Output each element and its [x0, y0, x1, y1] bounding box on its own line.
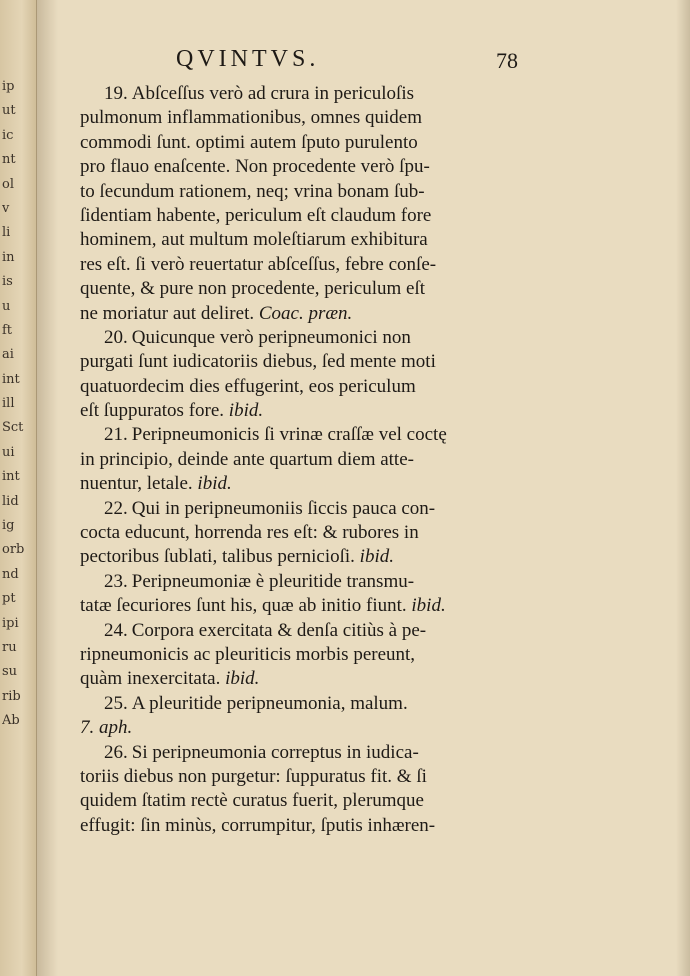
text-line: [80, 716, 520, 740]
line-text: nuentur, letale.: [80, 473, 193, 495]
aphorism-list: [80, 82, 520, 838]
line-text: quàm inexercitata.: [80, 668, 221, 690]
aphorism-number: 22.: [104, 497, 128, 519]
aphorism-number: 19.: [104, 83, 128, 104]
line-text: pulmonum inflammationibus, omnes quidem: [80, 107, 422, 129]
aphorism-paragraph: [80, 619, 520, 692]
margin-fragment: ill: [2, 397, 15, 412]
text-line: [80, 814, 520, 838]
source-citation: ibid.: [197, 473, 232, 495]
text-line: [80, 692, 520, 716]
line-text: Quicunque verò peripneumonici non: [131, 326, 411, 348]
line-text: to ſecundum rationem, neq; vrina bonam ſub-: [80, 180, 425, 202]
margin-fragment: ui: [2, 445, 15, 460]
running-head: [80, 46, 520, 82]
text-line: [80, 155, 520, 179]
margin-fragment: nd: [2, 567, 19, 582]
margin-fragment: rib: [2, 689, 21, 704]
margin-fragment: u: [2, 299, 11, 314]
aphorism-number: 26.: [104, 741, 128, 763]
line-text: hominem, aut multum moleſtiarum exhibitura: [80, 229, 428, 251]
margin-fragment: v: [2, 201, 10, 216]
text-line: [80, 545, 520, 569]
aphorism-number: 24.: [104, 619, 128, 641]
aphorism-paragraph: [80, 570, 520, 619]
source-citation: Coac. præn.: [258, 302, 353, 324]
text-line: [80, 667, 520, 691]
text-line: [80, 106, 520, 130]
text-line: [80, 643, 520, 667]
text-line: [80, 570, 520, 594]
margin-fragment: ip: [2, 80, 15, 94]
line-text: pro flauo enaſcente. Non procedente verò ſpu-: [80, 156, 430, 178]
line-text: Corpora exercitata & denſa citiùs à pe-: [131, 619, 427, 641]
margin-fragment: ai: [2, 348, 14, 363]
line-text: cocta educunt, horrenda res eſt: & rubores in: [80, 522, 419, 544]
text-line: [80, 204, 520, 228]
text-line: [80, 131, 520, 155]
margin-fragment: li: [2, 226, 11, 241]
margin-fragment: int: [2, 470, 20, 485]
text-line: [80, 302, 520, 326]
aphorism-paragraph: [80, 423, 520, 496]
text-line: [80, 82, 520, 106]
facing-page-text-fragments: [2, 80, 34, 739]
text-line: [80, 472, 520, 496]
running-title: QVINTVS.: [176, 46, 320, 72]
margin-fragment: in: [2, 250, 15, 265]
line-text: commodi ſunt. optimi autem ſputo purulento: [80, 131, 418, 153]
margin-fragment: pt: [2, 592, 16, 607]
line-text: Qui in peripneumoniis ſiccis pauca con-: [131, 497, 436, 519]
margin-fragment: ut: [2, 104, 16, 119]
aphorism-number: 20.: [104, 326, 128, 348]
text-line: [80, 180, 520, 204]
aphorism-number: 21.: [104, 424, 128, 446]
page-edge-shadow: [676, 0, 690, 976]
text-line: [80, 497, 520, 521]
line-text: ſidentiam habente, periculum eſt claudum fore: [80, 204, 432, 226]
text-line: [80, 741, 520, 765]
text-line: [80, 326, 520, 350]
line-text: ne moriatur aut deliret.: [80, 302, 255, 324]
margin-fragment: su: [2, 665, 18, 680]
text-line: [80, 228, 520, 252]
margin-fragment: ic: [2, 128, 14, 143]
line-text: Si peripneumonia correptus in iudica-: [131, 741, 419, 763]
aphorism-number: 25.: [104, 692, 128, 714]
text-line: [80, 350, 520, 374]
text-line: [80, 253, 520, 277]
margin-fragment: ipi: [2, 616, 19, 631]
line-text: quidem ſtatim rectè curatus fuerit, plerumque: [80, 790, 424, 812]
line-text: Peripneumonicis ſi vrinæ craſſæ vel coctę: [131, 424, 447, 446]
source-citation: ibid.: [228, 400, 264, 422]
text-line: [80, 521, 520, 545]
line-text: quente, & pure non procedente, periculum eſt: [80, 278, 426, 300]
aphorism-paragraph: [80, 497, 520, 570]
line-text: tatæ ſecuriores ſunt his, quæ ab initio fiunt.: [80, 595, 407, 617]
source-citation: ibid.: [225, 668, 260, 690]
margin-fragment: ru: [2, 640, 17, 655]
aphorism-paragraph: [80, 692, 520, 741]
line-text: Abſceſſus verò ad crura in periculoſis: [131, 83, 415, 104]
aphorism-paragraph: [80, 741, 520, 839]
margin-fragment: is: [2, 275, 13, 290]
margin-fragment: int: [2, 372, 20, 387]
gutter-shadow: [36, 0, 58, 976]
margin-fragment: Ab: [2, 714, 20, 729]
line-text: purgati ſunt iudicatoriis diebus, ſed mente moti: [80, 351, 436, 373]
text-line: [80, 423, 520, 447]
text-line: [80, 277, 520, 301]
margin-fragment: ft: [2, 323, 13, 338]
text-line: [80, 448, 520, 472]
aphorism-paragraph: [80, 82, 520, 326]
source-citation: ibid.: [411, 595, 446, 617]
source-citation: 7. aph.: [80, 717, 133, 739]
text-block: [80, 46, 520, 838]
line-text: eſt ſuppuratos fore.: [80, 400, 225, 422]
margin-fragment: nt: [2, 153, 16, 168]
line-text: toriis diebus non purgetur: ſuppuratus fit. & ſi: [80, 765, 427, 787]
margin-fragment: ol: [2, 177, 14, 192]
text-line: [80, 399, 520, 423]
margin-fragment: orb: [2, 543, 25, 558]
line-text: pectoribus ſublati, talibus pernicioſi.: [80, 546, 355, 568]
margin-fragment: ig: [2, 519, 15, 534]
line-text: effugit: ſin minùs, corrumpitur, ſputis inhæren-: [80, 814, 436, 836]
text-line: [80, 619, 520, 643]
aphorism-number: 23.: [104, 570, 128, 592]
page-number: 78: [496, 48, 518, 73]
text-line: [80, 789, 520, 813]
line-text: ripneumonicis ac pleuriticis morbis pereunt,: [80, 643, 416, 665]
line-text: res eſt. ſi verò reuertatur abſceſſus, febre conſe-: [80, 253, 437, 275]
line-text: quatuordecim dies effugerint, eos periculum: [80, 375, 416, 397]
line-text: Peripneumoniæ è pleuritide transmu-: [131, 570, 415, 592]
text-line: [80, 594, 520, 618]
text-line: [80, 765, 520, 789]
aphorism-paragraph: [80, 326, 520, 424]
line-text: in principio, deinde ante quartum diem atte-: [80, 448, 414, 470]
line-text: A pleuritide peripneumonia, malum.: [131, 692, 408, 714]
margin-fragment: Sct: [2, 421, 24, 436]
source-citation: ibid.: [359, 546, 394, 568]
text-line: [80, 375, 520, 399]
margin-fragment: lid: [2, 494, 19, 509]
